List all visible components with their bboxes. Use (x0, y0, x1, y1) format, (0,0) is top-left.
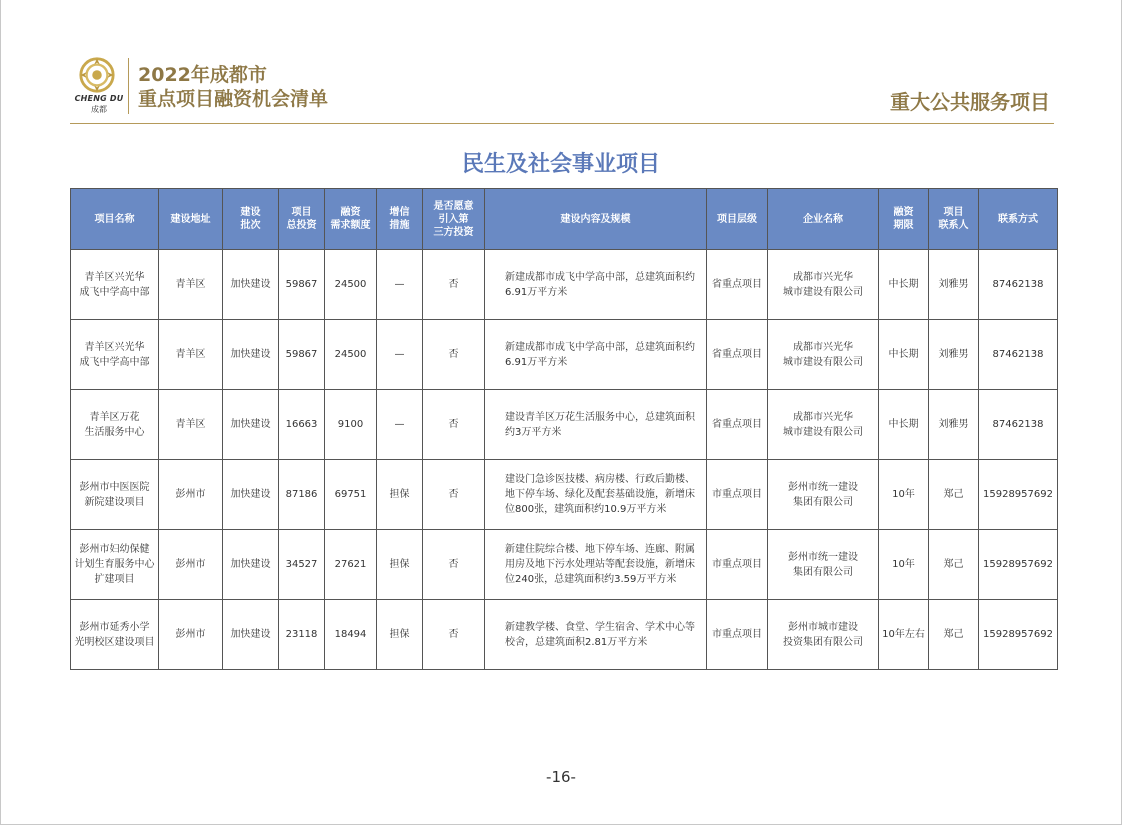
table-cell: 87186 (279, 460, 325, 530)
section-title: 民生及社会事业项目 (461, 152, 660, 177)
document-title (138, 63, 328, 111)
column-header: 项目层级 (707, 189, 768, 250)
table-cell: 成都市兴光华 城市建设有限公司 (768, 250, 879, 320)
category-title: 重大公共服务项目 (890, 90, 1050, 114)
table-cell: 建设门急诊医技楼、病房楼、行政后勤楼、地下停车场、绿化及配套基础设施，新增床位800张，建筑面积约10.9万平方米 (485, 460, 707, 530)
table-cell: 否 (423, 250, 485, 320)
table-cell: 新建住院综合楼、地下停车场、连廊、附属用房及地下污水处理站等配套设施，新增床位240张，总建筑面积约3.59万平方米 (485, 530, 707, 600)
column-header: 建设 批次 (223, 189, 279, 250)
table-cell: 加快建设 (223, 320, 279, 390)
table-row (71, 320, 1058, 390)
table-cell: 担保 (377, 600, 423, 670)
table-row (71, 600, 1058, 670)
column-header: 建设地址 (159, 189, 223, 250)
table-cell: 青羊区万花 生活服务中心 (71, 390, 159, 460)
table-cell: 担保 (377, 530, 423, 600)
table-cell: 加快建设 (223, 250, 279, 320)
table-cell: 加快建设 (223, 530, 279, 600)
table-cell: 省重点项目 (707, 320, 768, 390)
table-cell: 青羊区兴光华 成飞中学高中部 (71, 320, 159, 390)
table-cell: 青羊区 (159, 320, 223, 390)
table-cell: 刘雅男 (929, 250, 979, 320)
table-cell: 彭州市 (159, 600, 223, 670)
table-row (71, 530, 1058, 600)
projects-table (70, 188, 1058, 670)
table-cell: 建设青羊区万花生活服务中心，总建筑面积约3万平方米 (485, 390, 707, 460)
table-cell: 新建成都市成飞中学高中部，总建筑面积约6.91万平方米 (485, 320, 707, 390)
table-cell: 中长期 (879, 320, 929, 390)
table-row (71, 460, 1058, 530)
table-cell: 23118 (279, 600, 325, 670)
table-cell: 省重点项目 (707, 250, 768, 320)
column-header: 融资 期限 (879, 189, 929, 250)
table-cell: 刘雅男 (929, 390, 979, 460)
column-header: 企业名称 (768, 189, 879, 250)
table-cell: 郑己 (929, 600, 979, 670)
table-cell: 18494 (325, 600, 377, 670)
table-cell: 市重点项目 (707, 600, 768, 670)
column-header: 建设内容及规模 (485, 189, 707, 250)
table-cell: 59867 (279, 250, 325, 320)
table-cell: 10年 (879, 530, 929, 600)
table-cell: 刘雅男 (929, 320, 979, 390)
page-number: -16- (546, 768, 576, 786)
document-title-line2: 重点项目融资机会清单 (138, 88, 329, 110)
column-header: 项目 总投资 (279, 189, 325, 250)
table-cell: 彭州市 (159, 530, 223, 600)
table-cell: 中长期 (879, 250, 929, 320)
table-cell: 15928957692 (979, 530, 1058, 600)
table-cell: 24500 (325, 250, 377, 320)
table-cell: 27621 (325, 530, 377, 600)
table-cell: 彭州市 (159, 460, 223, 530)
table-cell: 10年左右 (879, 600, 929, 670)
table-cell: 加快建设 (223, 390, 279, 460)
column-header: 融资 需求额度 (325, 189, 377, 250)
table-cell: 彭州市统一建设 集团有限公司 (768, 460, 879, 530)
table-cell: 15928957692 (979, 600, 1058, 670)
table-cell: 否 (423, 390, 485, 460)
table-cell: 87462138 (979, 320, 1058, 390)
table-cell: 新建成都市成飞中学高中部，总建筑面积约6.91万平方米 (485, 250, 707, 320)
table-cell: 24500 (325, 320, 377, 390)
table-cell: 87462138 (979, 250, 1058, 320)
table-row (71, 250, 1058, 320)
table-cell: 9100 (325, 390, 377, 460)
table-cell: 否 (423, 530, 485, 600)
table-cell: 新建教学楼、食堂、学生宿舍、学术中心等校舍，总建筑面积2.81万平方米 (485, 600, 707, 670)
logo-text-en: CHENG DU (74, 94, 124, 103)
table-cell: 16663 (279, 390, 325, 460)
column-header: 增信 措施 (377, 189, 423, 250)
table-cell: 成都市兴光华 城市建设有限公司 (768, 390, 879, 460)
table-cell: 市重点项目 (707, 530, 768, 600)
column-header: 项目名称 (71, 189, 159, 250)
column-header: 联系方式 (979, 189, 1058, 250)
table-cell: 15928957692 (979, 460, 1058, 530)
table-header-row (71, 189, 1058, 250)
chengdu-logo (72, 52, 124, 114)
table-cell: 郑己 (929, 460, 979, 530)
table-cell: 青羊区 (159, 390, 223, 460)
logo-text-cn: 成都 (91, 105, 107, 114)
table-cell: — (377, 320, 423, 390)
table-cell: 担保 (377, 460, 423, 530)
table-cell: 郑己 (929, 530, 979, 600)
table-cell: 彭州市中医医院 新院建设项目 (71, 460, 159, 530)
table-cell: 彭州市延秀小学 光明校区建设项目 (71, 600, 159, 670)
header-divider (128, 58, 129, 114)
table-cell: 成都市兴光华 城市建设有限公司 (768, 320, 879, 390)
table-cell: 加快建设 (223, 460, 279, 530)
table-cell: 彭州市城市建设 投资集团有限公司 (768, 600, 879, 670)
table-cell: 中长期 (879, 390, 929, 460)
table-cell: 市重点项目 (707, 460, 768, 530)
header-rule (70, 123, 1054, 124)
table-row (71, 390, 1058, 460)
table-cell: 彭州市妇幼保健 计划生育服务中心 扩建项目 (71, 530, 159, 600)
table-body (71, 250, 1058, 670)
table-cell: 10年 (879, 460, 929, 530)
column-header: 是否愿意 引入第 三方投资 (423, 189, 485, 250)
table-cell: 87462138 (979, 390, 1058, 460)
table-cell: 青羊区 (159, 250, 223, 320)
table-cell: 否 (423, 460, 485, 530)
table-cell: — (377, 390, 423, 460)
table-cell: 34527 (279, 530, 325, 600)
table-cell: 省重点项目 (707, 390, 768, 460)
column-header: 项目 联系人 (929, 189, 979, 250)
table-cell: 青羊区兴光华 成飞中学高中部 (71, 250, 159, 320)
table-cell: 加快建设 (223, 600, 279, 670)
table-cell: 彭州市统一建设 集团有限公司 (768, 530, 879, 600)
table-cell: 59867 (279, 320, 325, 390)
table-cell: — (377, 250, 423, 320)
table-cell: 否 (423, 600, 485, 670)
document-title-line1: 2022年成都市 (138, 64, 267, 86)
sunbird-emblem-icon (78, 56, 116, 94)
table-cell: 69751 (325, 460, 377, 530)
table-cell: 否 (423, 320, 485, 390)
